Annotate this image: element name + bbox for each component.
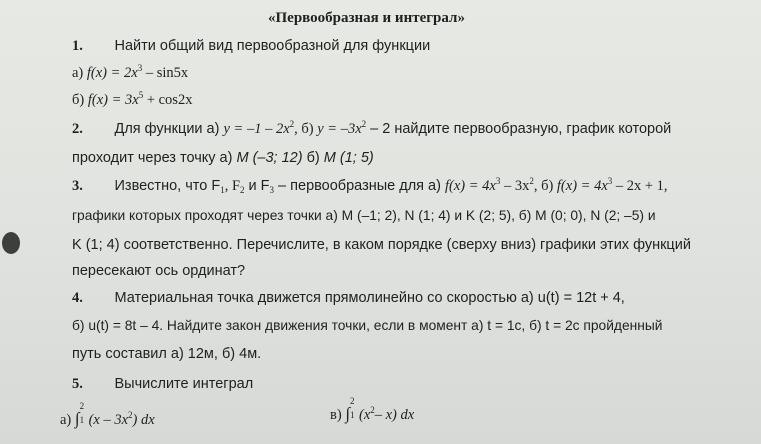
task3-number: 3. [72,178,83,194]
task3-f2t: – 2x + 1, [612,178,668,194]
task2-p1: 2 [289,119,295,129]
task3-s2: 2 [240,185,245,195]
task5-a-upper: 2 [79,401,85,411]
task1-text: Найти общий вид первообразной для функции [114,38,431,54]
task3-and: и F [244,178,270,194]
task3-c: , F [224,178,241,194]
task3-s1: 1 [220,185,225,195]
task3-f2p: 3 [607,176,613,186]
task1-a [72,65,188,82]
task5-b-lower: 1 [349,410,355,420]
task5-number: 5. [72,376,83,392]
task3-line1 [72,178,668,195]
task2-m1: M (–3; 12) [236,150,303,166]
task5-text: Вычислите интеграл [114,376,254,392]
task2-l2-mid: б) [302,150,324,166]
task1-b-label: б) [72,92,85,108]
task1-a-tail: – sin5x [142,65,189,81]
task2-m2: M (1; 5) [323,150,374,166]
task4-line1 [72,290,625,307]
task3-line4: пересекают ось ординат? [72,263,246,279]
task2-number: 2. [72,121,83,137]
task3-pre: Известно, что F [114,178,221,194]
task5-header [72,376,253,393]
task5-a [60,401,155,429]
task1-number: 1. [72,38,83,54]
task2-f2: y = –3x [317,121,362,137]
task5-b-end: – x) dx [374,407,415,423]
task3-line3: K (1; 4) соответственно. Перечислите, в каком порядке (сверху вниз) графики этих функций [72,237,691,253]
task1-header [72,38,430,55]
task5-b-body: (x [358,407,371,423]
task3-f1p: 3 [495,176,501,186]
task3-f1: f(x) = 4x [444,178,496,194]
task5-a-lower: 1 [79,415,85,425]
task1-b-tail: + cos2x [143,92,193,108]
task5-b [330,396,415,424]
task3-s3: 3 [269,185,275,195]
task4-line2: б) u(t) = 8t – 4. Найдите закон движения точки, если в момент а) t = 1с, б) t = 2с пройденный [72,318,663,333]
task1-b-pow: 5 [138,90,144,100]
task3-f2: f(x) = 4x [556,178,608,194]
task5-a-body: (x – 3x [88,412,129,428]
task4-line3: путь составил а) 12м, б) 4м. [72,346,262,362]
integral-sign-a: ∫ [74,409,80,428]
task5-a-pow: 2 [128,410,133,420]
task2-f1: y = –1 – 2x [223,121,290,137]
task3-f1t: – 3x [500,178,530,194]
task5-b-upper: 2 [349,396,355,406]
task2-line1 [72,121,671,138]
task5-a-label: а) [60,412,72,428]
task4-l1: Материальная точка движется прямолинейно со скоростью а) u(t) = 12t + 4, [114,290,625,306]
document-title: «Первообразная и интеграл» [268,10,465,26]
task5-a-limits [79,401,89,425]
integral-sign-b: ∫ [345,404,350,423]
task5-b-limits [349,396,359,420]
task2-post: – 2 найдите первообразную, график которой [366,121,672,137]
task2-mid: , б) [294,121,318,137]
task5-b-pow: 2 [370,405,375,415]
task2-l2-pre: проходит через точку а) [72,150,237,166]
task1-b [72,92,192,109]
task3-f1end: , б) [533,178,557,194]
task2-line2 [72,150,374,166]
task1-a-pow: 3 [137,63,143,73]
task1-a-func: f(x) = 2x [86,65,138,81]
task2-pre: Для функции а) [114,121,224,137]
task5-b-label: в) [330,407,342,423]
task3-line2: графики которых проходят через точки а) M (–1; 2), N (1; 4) и K (2; 5), б) M (0; 0), N (2; –5) и [72,208,656,223]
punch-hole [2,232,20,254]
task3-f1tp: 2 [529,176,534,186]
task3-post: – первообразные для а) [274,178,445,194]
task1-b-func: f(x) = 3x [87,92,139,108]
task5-a-end: ) dx [132,412,155,428]
task2-p2: 2 [361,119,367,129]
task1-a-label: а) [72,65,84,81]
task4-number: 4. [72,290,83,306]
